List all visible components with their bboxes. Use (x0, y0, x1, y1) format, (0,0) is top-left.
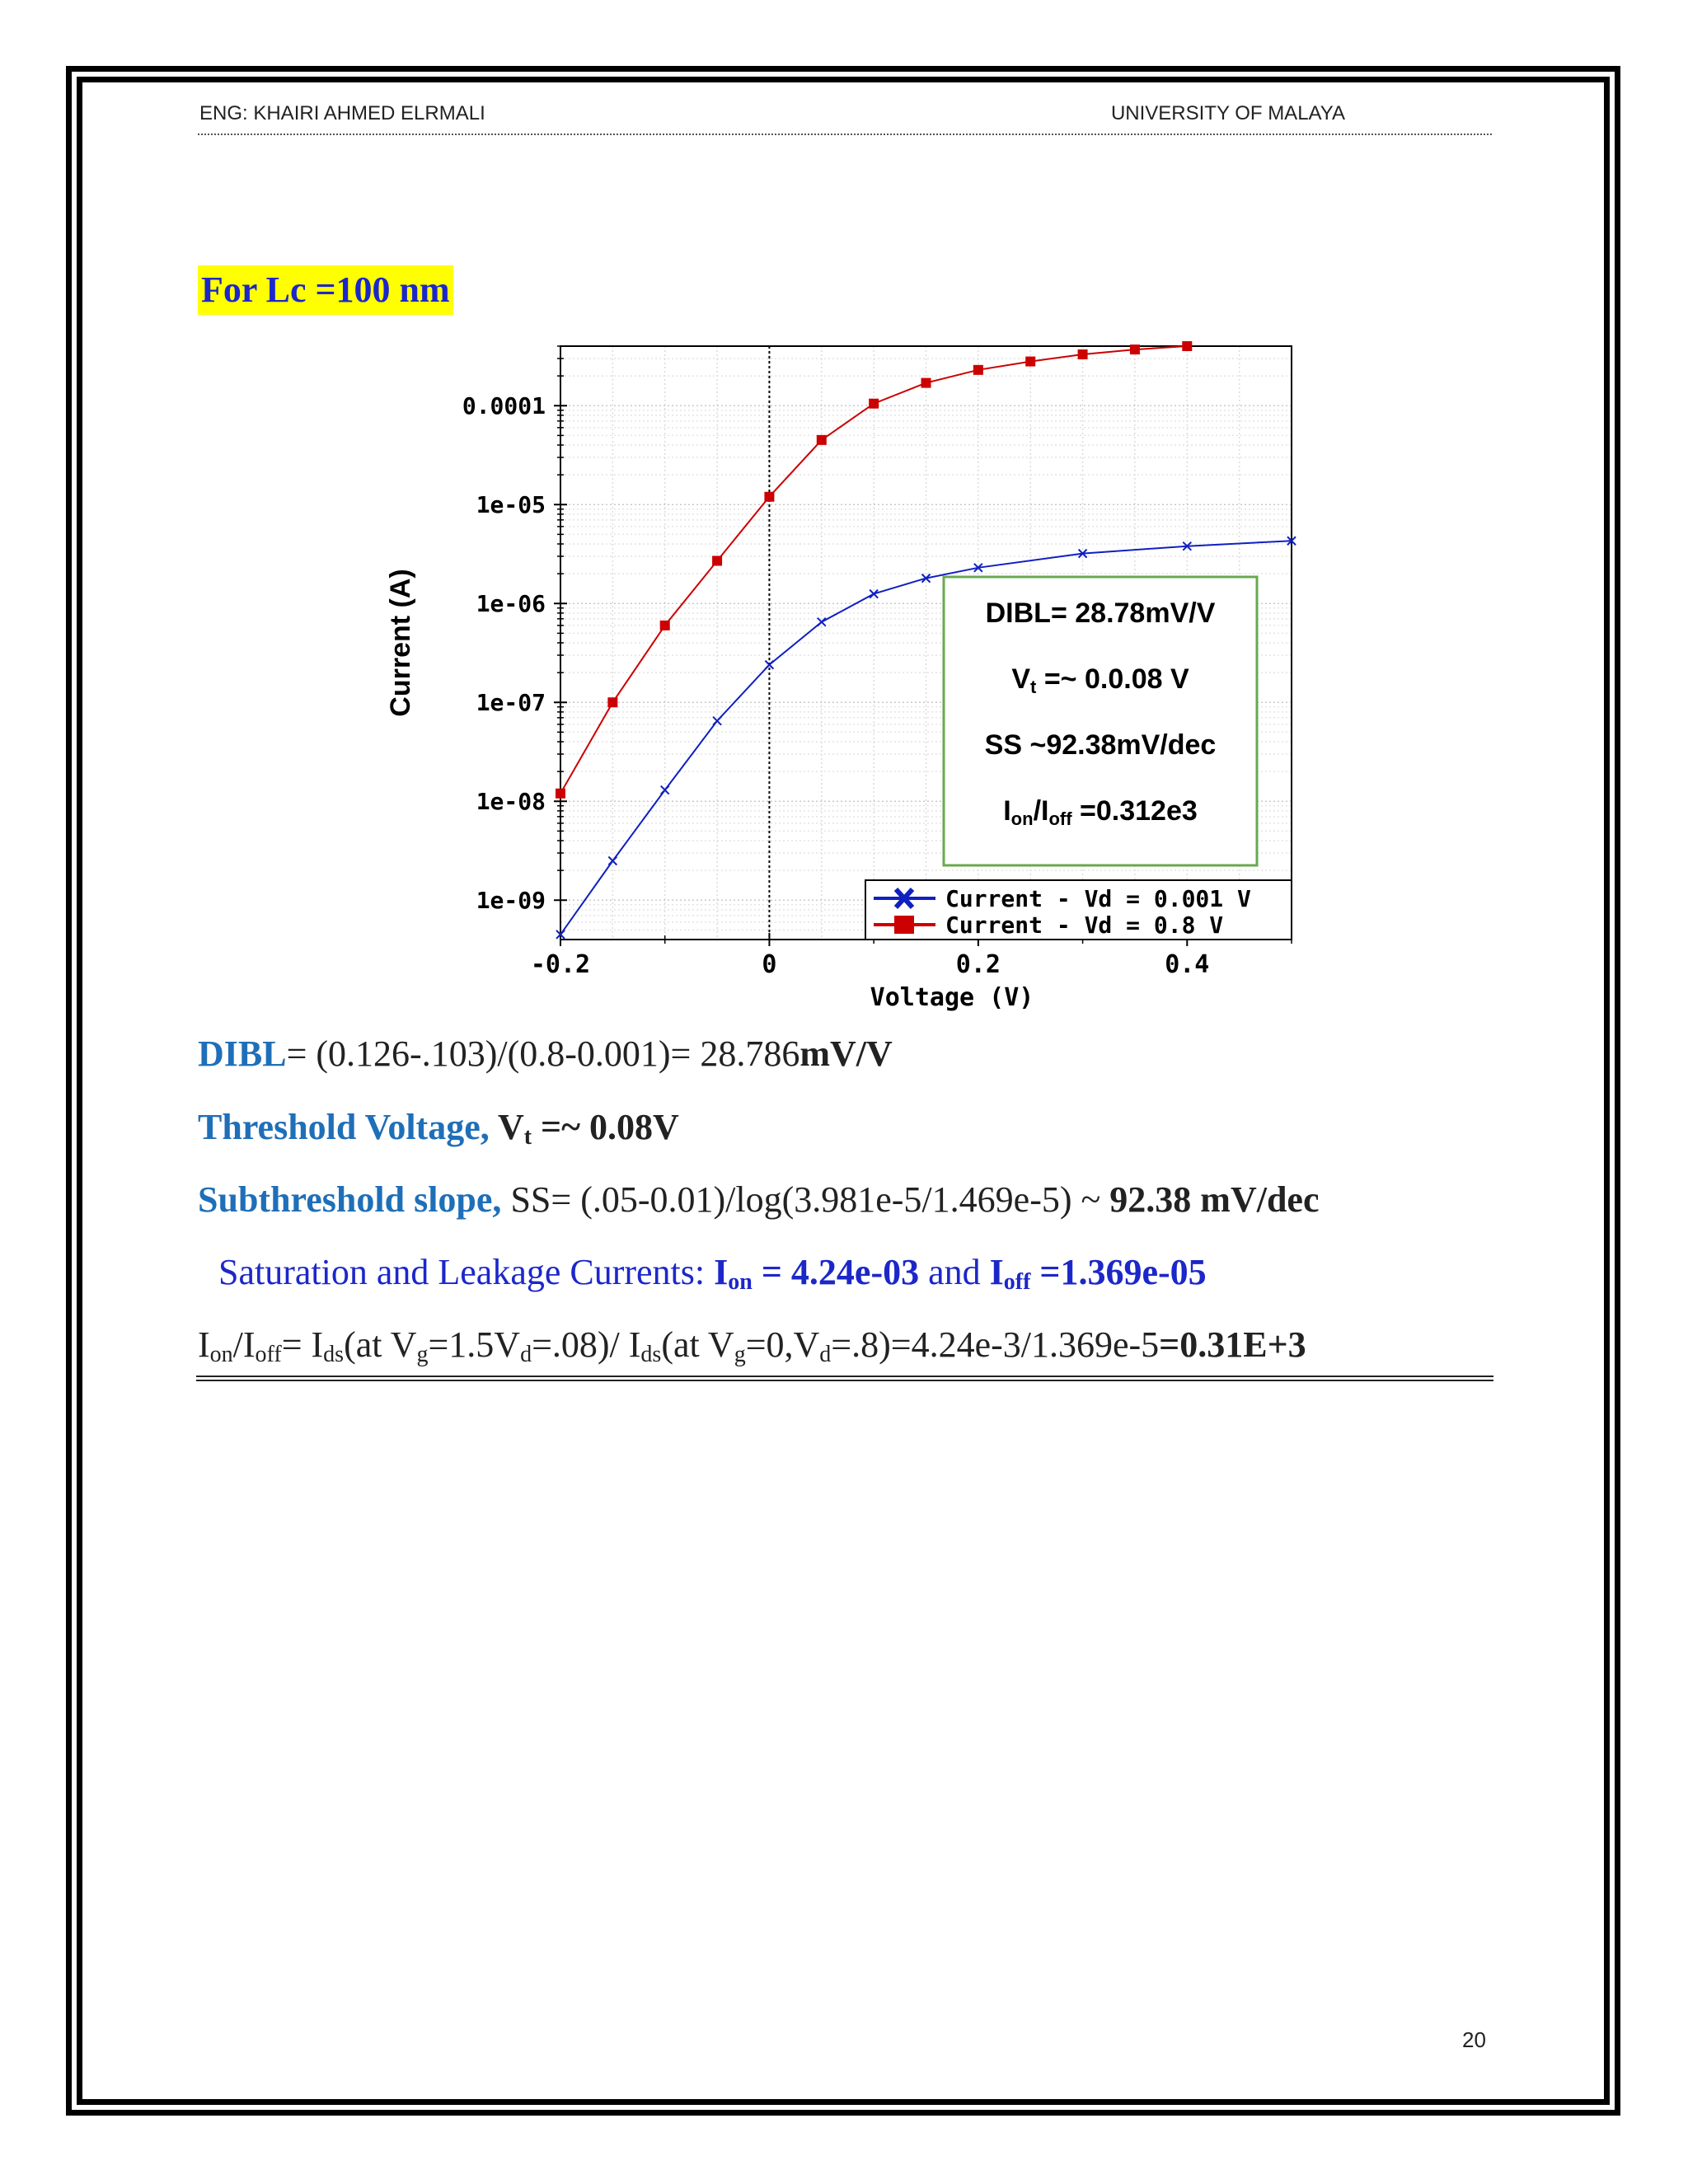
data-point (817, 435, 827, 445)
data-point (712, 555, 722, 565)
data-point (921, 378, 931, 388)
divider-rule (196, 1376, 1493, 1377)
data-point (869, 399, 879, 409)
data-point (1025, 357, 1035, 367)
header-university: UNIVERSITY OF MALAYA (1110, 102, 1345, 124)
on-off-ratio-line: $I_{on}/I_{off}= I_{ds}(at$ $V_g=1.5V_d=.08)/$ $I_{ds}(at$ $V_g=0,V_d=.8)=4.24e-3/1.369e-5=0.31E+3$ (198, 1324, 1306, 1367)
header-author: ENG: KHAIRI AHMED ELRMALI (199, 102, 485, 124)
y-tick-label: 1e-09 (476, 887, 546, 915)
y-tick-label: 1e-06 (476, 590, 546, 618)
page-number: 20 (1462, 2027, 1486, 2052)
data-point (764, 492, 774, 502)
annotation-dibl: DIBL= 28.78mV/V (985, 598, 1216, 629)
legend-label: Current - Vd = 0.001 V (945, 885, 1251, 912)
legend-label: Current - Vd = 0.8 V (945, 912, 1224, 939)
annotation-vt: Vt =~ 0.0.08 V (1011, 663, 1189, 697)
annotation-ss: SS ~92.38mV/dec (984, 729, 1217, 761)
subthreshold-line: Subthreshold slope, SS= (.05-0.01)/log(3.981e-5/1.469e-5) ~ 92.38 mV/dec (198, 1179, 1320, 1220)
y-tick-label: 1e-05 (476, 491, 546, 519)
x-tick-label: 0.2 (955, 950, 1001, 979)
data-point (607, 697, 617, 707)
data-point (660, 621, 670, 630)
y-tick-label: 1e-07 (476, 689, 546, 717)
x-tick-label: -0.2 (530, 950, 591, 979)
section-title: For Lc =100 nm (198, 265, 453, 315)
x-axis-label: Voltage (V) (870, 983, 1034, 1012)
data-point (556, 789, 565, 799)
data-point (1078, 349, 1088, 359)
y-axis-label: Current (A) (385, 569, 416, 717)
page-header (198, 97, 1492, 135)
dibl-line: DIBL= (0.126-.103)/(0.8-0.001)= 28.786mV/V (198, 1033, 893, 1074)
annotation-on-off: Ion/Ioff =0.312e3 (1003, 795, 1198, 829)
data-point (973, 365, 983, 375)
data-point (870, 590, 878, 598)
data-point (1182, 341, 1192, 351)
legend-marker (894, 916, 914, 934)
iv-chart (375, 338, 1315, 1018)
y-tick-label: 1e-08 (476, 788, 546, 816)
saturation-line: Saturation and Leakage Currents: $I_{on} = 4.24e-03$ and $I_{off} =1.369e-05$ (218, 1252, 1207, 1295)
data-point (1130, 344, 1140, 354)
threshold-line: Threshold Voltage, $V_t$ =~ 0.08V (198, 1107, 679, 1150)
divider-rule-second (196, 1380, 1493, 1381)
x-tick-label: 0.4 (1165, 950, 1210, 979)
y-tick-label: 0.0001 (462, 392, 546, 420)
x-tick-label: 0 (762, 950, 777, 979)
